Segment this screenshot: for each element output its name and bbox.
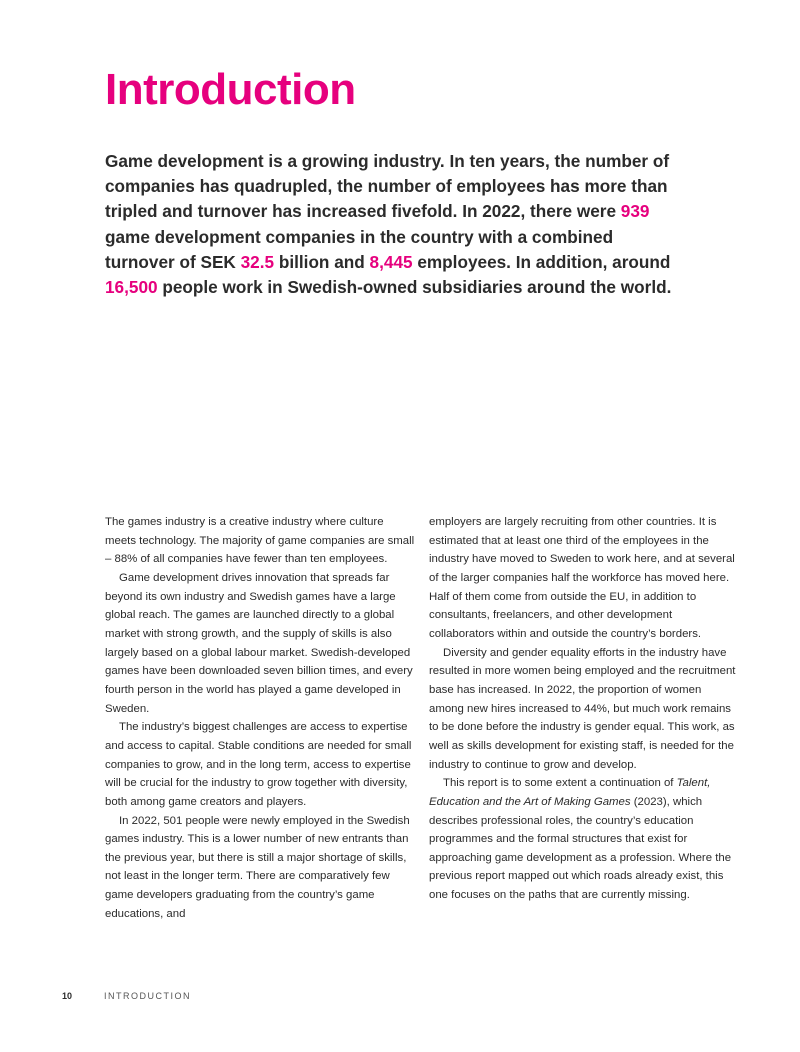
body-paragraph [429, 774, 739, 905]
body-column-left [105, 513, 415, 923]
lead-text: people work in Swedish-owned subsidiaries around the world. [157, 277, 672, 298]
report-title: Talent, Education and the Art of Making Games [429, 777, 711, 808]
lead-paragraph [105, 149, 685, 300]
page-number: 10 [62, 991, 73, 1001]
body-paragraph: Game development drives innovation that spreads far beyond its own industry and Swedish games have a large global reach. The games are launched directly to a global market with strong growth, and the supply of skills is also largely based on a global labour market. Swedish-developed games have been downloaded seven billion times, and every fourth person in the world has played a game developed in Sweden. [105, 571, 413, 715]
lead-text: game development companies in the country with a combined turnover of SEK [105, 226, 614, 272]
lead-text: employees. In addition, around [412, 251, 671, 272]
page-title: Introduction [105, 65, 356, 114]
highlight-turnover: 32.5 [240, 251, 275, 272]
body-paragraph: Diversity and gender equality efforts in the industry have resulted in more women being employed and the recruitment base has increased. In 2022, the proportion of women among new hires increased to 44%, but much work remains to be done before the industry is gender equal. This work, as well as skills development for existing staff, is needed for the industry to continue to grow and develop. [429, 646, 736, 771]
body-text: This report is to some extent a continuation of [443, 777, 677, 790]
section-label: INTRODUCTION [104, 991, 191, 1001]
highlight-employees: 8,445 [369, 251, 413, 272]
highlight-subsidiaries: 16,500 [105, 277, 158, 298]
highlight-companies: 939 [620, 201, 650, 222]
body-column-right [429, 513, 739, 905]
body-text: (2023), which describes professional roles, the country’s education programmes and the formal structures that exist for approaching game development as a profession. Where the previous report mapped out which roads already exist, this one focuses on the paths that are currently missing. [429, 795, 732, 902]
lead-text: billion and [274, 251, 370, 272]
lead-text: Game development is a growing industry. In ten years, the number of companies has quadrupled, the number of employees has more than tripled and turnover has increased fivefold. In 2022, there were [105, 151, 670, 222]
body-paragraph: The industry’s biggest challenges are access to expertise and access to capital. Stable conditions are needed for small companies to grow, and in the long term, access to expertise will be crucial for the industry to grow together with diversity, both among game creators and players. [105, 721, 412, 808]
body-paragraph: In 2022, 501 people were newly employed in the Swedish games industry. This is a lower number of new entrants than the previous year, but there is still a major shortage of skills, not least in the longer term. There are comparatively few game developers graduating from the country’s game educations, and [105, 814, 410, 920]
page-footer [62, 990, 191, 1002]
body-paragraph: employers are largely recruiting from other countries. It is estimated that at least one third of the employees in the industry have moved to Sweden to work here, and at several of the larger companies half the workforce has moved here. Half of them come from outside the EU, in addition to consultants, freelancers, and other development collaborators within and outside the country’s borders. [429, 516, 735, 640]
body-paragraph: The games industry is a creative industry where culture meets technology. The majority of game companies are small – 88% of all companies have fewer than ten employees. [105, 516, 415, 566]
